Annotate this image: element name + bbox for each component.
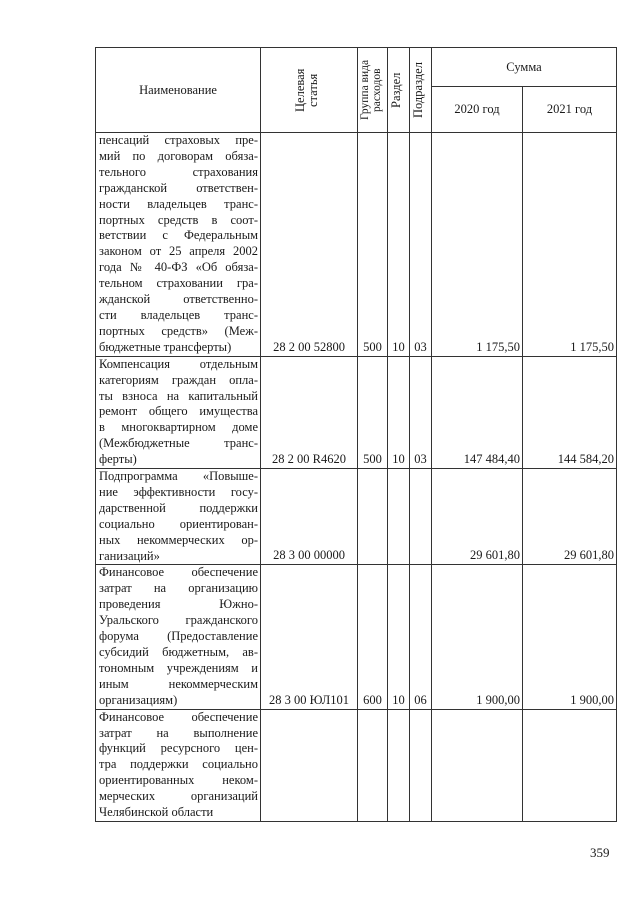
row-name-line: форума (Предоставление: [99, 629, 258, 644]
row-name-line: тельного страхования: [99, 164, 258, 179]
row-name-line: ности владельцев транс-: [99, 196, 258, 211]
table-row: [96, 565, 617, 709]
row-name-line: Финансовое обеспечение: [99, 565, 258, 580]
row-name-line: пенсаций страховых пре-: [99, 133, 258, 147]
row-name-line: ферты): [99, 452, 137, 467]
row-name-line: в многоквартирном доме: [99, 420, 258, 435]
row-subsection: [410, 469, 432, 565]
row-name: [96, 356, 261, 468]
row-name-line: ганизаций»: [99, 548, 160, 563]
row-name-line: портных средств в соот-: [99, 212, 258, 227]
table-row: [96, 356, 617, 468]
row-sum-2021: 29 601,80: [523, 469, 617, 565]
row-name-line: мерческих организаций: [99, 789, 258, 804]
row-name-line: функций ресурсного цен-: [99, 741, 258, 756]
row-section: 10: [388, 565, 410, 709]
row-name-line: Уральского гражданского: [99, 613, 258, 628]
row-expense-group: 600: [358, 565, 388, 709]
row-name-line: (Межбюджетные транс-: [99, 436, 258, 451]
row-sum-2021: 144 584,20: [523, 356, 617, 468]
row-name-line: социально ориентирован-: [99, 516, 258, 531]
row-name-line: ориентированных неком-: [99, 773, 258, 788]
row-name-line: тра поддержки социально: [99, 757, 258, 772]
row-sum-2021: 1 175,50: [523, 133, 617, 357]
row-name-line: Подпрограмма «Повыше-: [99, 469, 258, 484]
row-expense-group: [358, 469, 388, 565]
row-name-line: иным некоммерческим: [99, 676, 258, 691]
row-name-line: затрат на организацию: [99, 581, 258, 596]
header-year-2020: 2020 год: [432, 87, 523, 133]
row-name-line: ных некоммерческих ор-: [99, 532, 258, 547]
row-name-line: ремонт общего имущества: [99, 404, 258, 419]
row-name-line: тельном страховании гра-: [99, 276, 258, 291]
row-subsection: 03: [410, 133, 432, 357]
header-name: Наименование: [96, 48, 261, 133]
row-section: [388, 469, 410, 565]
row-sum-2020: 1 175,50: [432, 133, 523, 357]
row-subsection: 03: [410, 356, 432, 468]
row-name-line: ветствии с Федеральным: [99, 228, 258, 243]
row-name-line: бюджетные трансферты): [99, 339, 232, 354]
table-body: [96, 133, 617, 822]
row-name: [96, 133, 261, 357]
header-section: Раздел: [388, 48, 410, 133]
row-target-article: 28 2 00 R4620: [261, 356, 358, 468]
row-name: [96, 709, 261, 821]
header-expense-group: Группа вида расходов: [358, 48, 388, 133]
row-name-line: организациям): [99, 692, 178, 707]
row-target-article: 28 3 00 00000: [261, 469, 358, 565]
header-sum: Сумма: [432, 48, 617, 87]
table-row: [96, 709, 617, 821]
row-name-line: ты взноса на капитальный: [99, 388, 258, 403]
row-expense-group: 500: [358, 356, 388, 468]
row-name-line: законом от 25 апреля 2002: [99, 244, 258, 259]
row-expense-group: [358, 709, 388, 821]
table-row: [96, 469, 617, 565]
row-name-line: гражданской ответствен-: [99, 180, 258, 195]
row-section: 10: [388, 356, 410, 468]
row-name-line: Челябинской области: [99, 805, 214, 820]
row-sum-2020: 147 484,40: [432, 356, 523, 468]
row-name-line: сти владельцев транс-: [99, 307, 258, 322]
budget-table: [95, 47, 617, 822]
header-year-2021: 2021 год: [523, 87, 617, 133]
row-name-line: жданской ответственно-: [99, 292, 258, 307]
row-name-line: ние эффективности госу-: [99, 484, 258, 499]
row-subsection: [410, 709, 432, 821]
row-name-line: дарственной поддержки: [99, 500, 258, 515]
row-subsection: 06: [410, 565, 432, 709]
row-name-line: портных средств» (Меж-: [99, 323, 258, 338]
row-sum-2020: 1 900,00: [432, 565, 523, 709]
row-name-line: категориям граждан опла-: [99, 372, 258, 387]
row-name: [96, 565, 261, 709]
row-name-line: Финансовое обеспечение: [99, 709, 258, 724]
row-target-article: [261, 709, 358, 821]
row-sum-2020: 29 601,80: [432, 469, 523, 565]
row-name-line: года № 40-ФЗ «Об обяза-: [99, 260, 258, 275]
row-name-line: субсидий бюджетным, ав-: [99, 645, 258, 659]
row-target-article: 28 2 00 52800: [261, 133, 358, 357]
row-name-line: Компенсация отдельным: [99, 356, 258, 371]
row-section: 10: [388, 133, 410, 357]
table-header: [96, 48, 617, 133]
header-target-article: Целевая статья: [261, 48, 358, 133]
row-name: [96, 469, 261, 565]
row-section: [388, 709, 410, 821]
page-number: 359: [590, 845, 610, 860]
table-row: [96, 133, 617, 357]
row-sum-2020: [432, 709, 523, 821]
header-subsection: Подраздел: [410, 48, 432, 133]
row-name-line: тономным учреждениям и: [99, 660, 258, 675]
row-expense-group: 500: [358, 133, 388, 357]
row-target-article: 28 3 00 ЮЛ101: [261, 565, 358, 709]
row-name-line: затрат на выполнение: [99, 725, 258, 740]
row-name-line: проведения Южно-: [99, 597, 258, 612]
row-sum-2021: 1 900,00: [523, 565, 617, 709]
row-sum-2021: [523, 709, 617, 821]
row-name-line: мий по договорам обяза-: [99, 148, 258, 163]
